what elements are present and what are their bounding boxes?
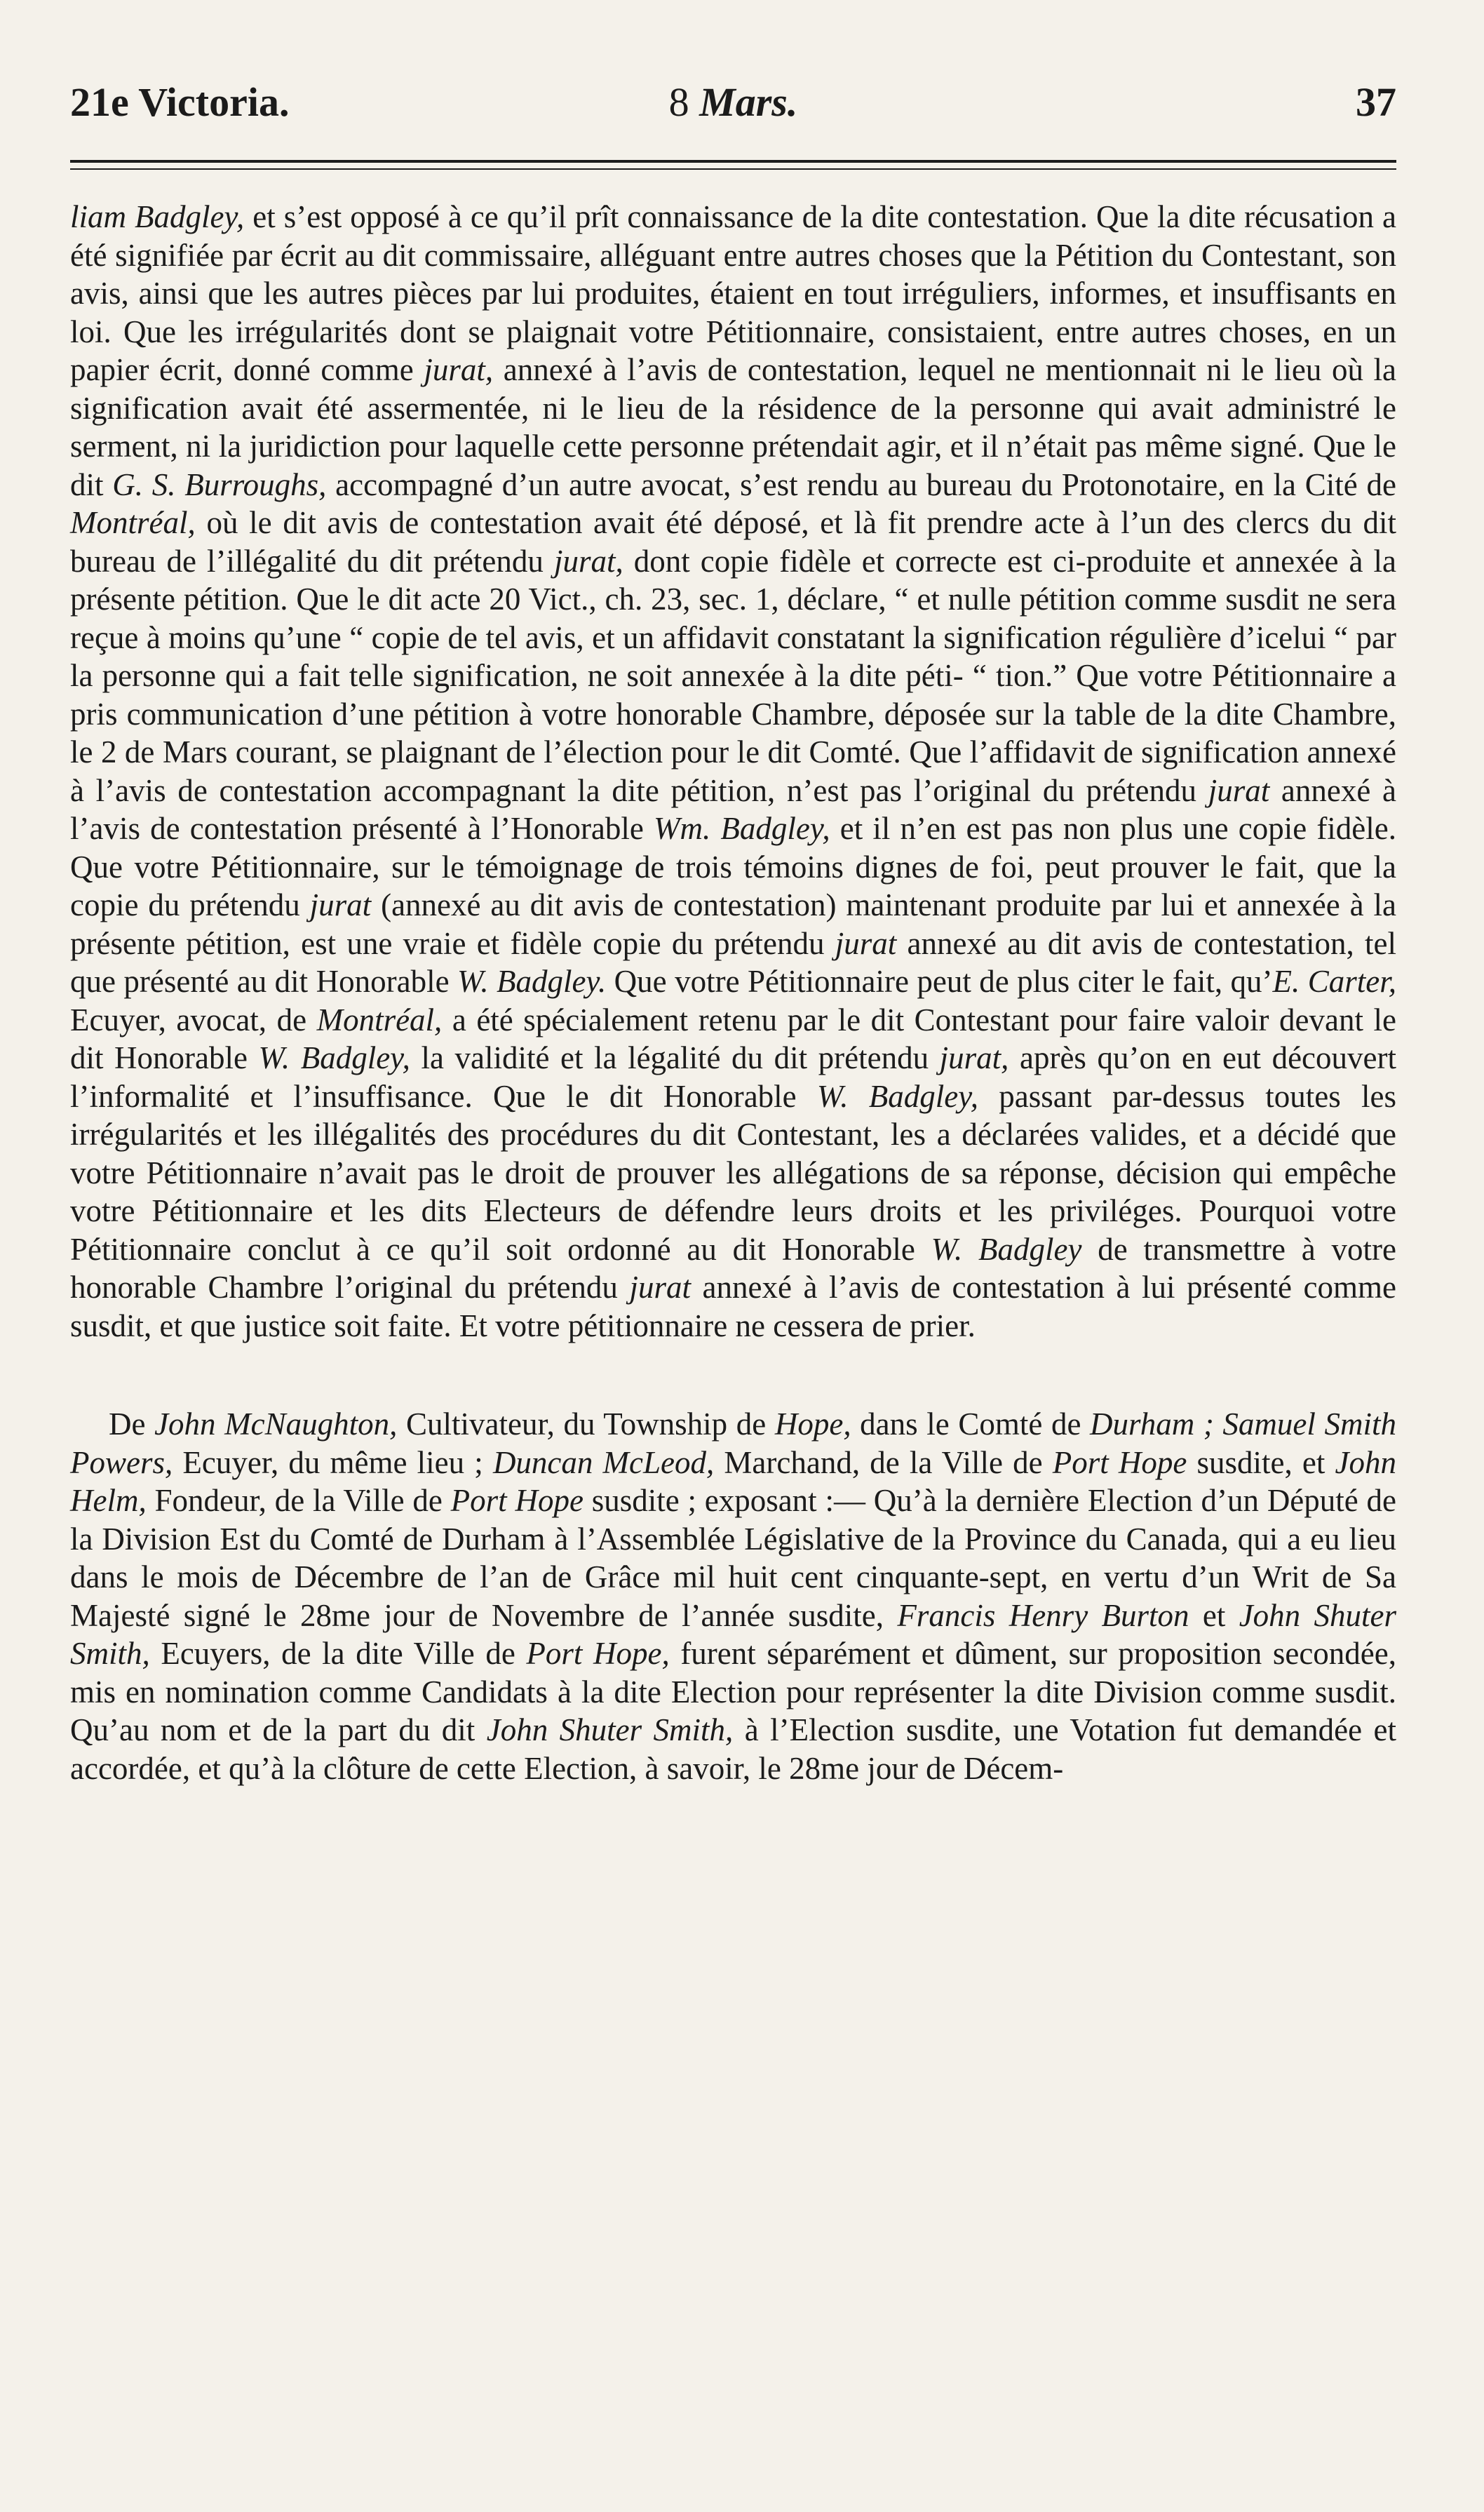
text-run: et	[1189, 1597, 1239, 1633]
text-run: annexé à l’avis de contestation à lui présenté comme susdit, et que justice soit faite. Et votre pétitionnaire ne cessera de prier.	[70, 1270, 1396, 1343]
text-run: la validité et la légalité du dit prétendu	[410, 1040, 940, 1075]
text-run: annexé à l’avis de contestation présenté à l’Honorable	[70, 772, 1396, 846]
header-month: Mars.	[699, 79, 798, 125]
italic-run: John McNaughton,	[154, 1406, 398, 1442]
italic-run: Port Hope	[1052, 1444, 1187, 1480]
italic-run: G. S. Burroughs,	[112, 466, 327, 502]
page-body	[70, 198, 1396, 1787]
text-run: passant par-dessus toutes les irrégularités et les illégalités des procédures du dit Contestant, les a déclarées valides, et a décidé que votre Pétitionnaire n’avait pas le droit de prouver les allégations de sa réponse, décision qui empêche votre Pétitionnaire et les dits Electeurs de défendre leurs droits et les priviléges. Pourquoi votre Pétitionnaire conclut à ce qu’il soit ordonné au dit Honorable	[70, 1078, 1396, 1267]
text-run: Ecuyers, de la dite Ville de	[149, 1636, 527, 1671]
italic-run: W. Badgley,	[258, 1040, 410, 1075]
text-run: après qu’on en eut découvert l’informalité et l’insuffisance. Que le dit Honorable	[70, 1040, 1396, 1114]
text-run: où le dit avis de contestation avait été déposé, et là fit prendre acte à l’un des clercs du dit bureau de l’illégalité du dit prétendu	[70, 505, 1396, 579]
text-run: Que votre Pétitionnaire peut de plus citer le fait, qu’	[606, 964, 1273, 999]
header-session: 21e Victoria.	[70, 79, 290, 125]
paragraph-durham-petition	[70, 1405, 1396, 1787]
paragraph-petition-continuation	[70, 198, 1396, 1345]
text-run: Ecuyer, avocat, de	[70, 1002, 317, 1037]
italic-run: Montréal,	[70, 505, 196, 540]
header-rule-thin	[70, 168, 1396, 170]
italic-run: Duncan McLeod,	[492, 1444, 715, 1480]
text-run: accompagné d’un autre avocat, s’est rendu au bureau du Protonotaire, en la Cité de	[326, 466, 1396, 502]
text-run: Ecuyer, du même lieu ;	[173, 1444, 493, 1480]
text-run: (annexé au dit avis de contestation) maintenant produite par lui et annexée à la présente pétition, est une vraie et fidèle copie du prétendu	[70, 887, 1396, 961]
header-rule-thick	[70, 160, 1396, 163]
italic-run: W. Badgley.	[457, 964, 607, 999]
text-run: a été spécialement retenu par le dit Contestant pour faire valoir devant le dit Honorable	[70, 1002, 1396, 1075]
italic-run: John Helm,	[70, 1444, 1396, 1518]
italic-run: W. Badgley,	[816, 1078, 978, 1114]
italic-run: Hope,	[774, 1406, 851, 1442]
italic-run: Wm. Badgley,	[654, 811, 830, 846]
text-run: et s’est opposé à ce qu’il prît connaissance de la dite contestation. Que la dite récusation a été signifiée par écrit au dit commissaire, alléguant entre autres choses que la Pétition du Contestant, son avis, ainsi que les autres pièces par lui produites, étaient en tout irréguliers, informes, et insuffisants en loi. Que les irrégularités dont se plaignait votre Pétitionnaire, consistaient, entre autres choses, en un papier écrit, donné comme	[70, 199, 1396, 387]
text-run: Cultivateur, du Township de	[397, 1406, 775, 1442]
page-number: 37	[1356, 79, 1396, 125]
italic-run: John Shuter Smith,	[70, 1597, 1396, 1671]
italic-run: jurat	[1208, 772, 1270, 808]
text-run: à l’Election susdite, une Votation fut demandée et accordée, et qu’à la clôture de cette Election, à savoir, le 28me jour de Décem-	[70, 1712, 1396, 1786]
italic-run: jurat	[309, 887, 372, 922]
text-run: annexé à l’avis de contestation, lequel ne mentionnait ni le lieu où la signification avait été assermentée, ni le lieu de la résidence de la personne qui avait administré le serment, ni la juridiction pour laquelle cette personne prétendait agir, et il n’était pas même signé. Que le dit	[70, 352, 1396, 502]
italic-run: E. Carter,	[1272, 964, 1396, 999]
italic-run: liam Badgley,	[70, 199, 245, 234]
text-run: dont copie fidèle et correcte est ci-produite et annexée à la présente pétition. Que le dit acte 20 Vict., ch. 23, sec. 1, déclare, “ et nulle pétition comme susdit ne sera reçue à moins qu’une “ copie de tel avis, et un affidavit constatant la signification régulière d’icelui “ par la personne qui a fait telle signification, ne soit annexée à la dite péti- “ tion.” Que votre Pétitionnaire a pris communication d’une pétition à votre honorable Chambre, déposée sur la table de la dite Chambre, le 2 de Mars courant, se plaignant de l’élection pour le dit Comté. Que l’affidavit de signification annexé à l’avis de contestation accompagnant la dite pétition, n’est pas l’original du prétendu	[70, 543, 1396, 808]
text-run: et il n’en est pas non plus une copie fidèle. Que votre Pétitionnaire, sur le témoignage de trois témoins dignes de foi, peut prouver le fait, que la copie du prétendu	[70, 811, 1397, 922]
text-run: annexé au dit avis de contestation, tel que présenté au dit Honorable	[70, 925, 1397, 999]
italic-run: jurat,	[424, 352, 494, 387]
text-run: susdite, et	[1187, 1444, 1335, 1480]
italic-run: Francis Henry Burton	[897, 1597, 1189, 1633]
italic-run: jurat,	[553, 543, 623, 579]
text-run: furent séparément et dûment, sur proposition secondée, mis en nomination comme Candidats à la dite Election pour représenter la dite Division comme susdit. Qu’au nom et de la part du dit	[70, 1636, 1397, 1747]
header-date	[70, 79, 1396, 126]
italic-run: Port Hope,	[526, 1636, 670, 1671]
text-run: susdite ; exposant :— Qu’à la dernière Election d’un Député de la Division Est du Comté de Durham à l’Assemblée Législative de la Province du Canada, qui a eu lieu dans le mois de Décembre de l’an de Grâce mil huit cent cinquante-sept, en vertu d’un Writ de Sa Majesté signé le 28me jour de Novembre de l’année susdite,	[70, 1483, 1397, 1633]
italic-run: Port Hope	[450, 1483, 584, 1518]
italic-run: jurat,	[939, 1040, 1009, 1075]
text-run: de transmettre à votre honorable Chambre l’original du prétendu	[70, 1231, 1396, 1305]
text-run: Marchand, de la Ville de	[714, 1444, 1053, 1480]
italic-run: jurat	[629, 1270, 691, 1305]
italic-run: jurat	[835, 925, 897, 961]
italic-run: Montréal,	[316, 1002, 443, 1037]
text-run: Fondeur, de la Ville de	[146, 1483, 451, 1518]
italic-run: W. Badgley	[931, 1231, 1082, 1267]
running-header	[70, 79, 1396, 135]
text-run: De	[109, 1406, 155, 1442]
italic-run: John Shuter Smith,	[486, 1712, 734, 1747]
text-run: dans le Comté de	[851, 1406, 1091, 1442]
header-day: 8	[668, 79, 689, 125]
italic-run: Durham ; Samuel Smith Powers,	[70, 1406, 1396, 1480]
